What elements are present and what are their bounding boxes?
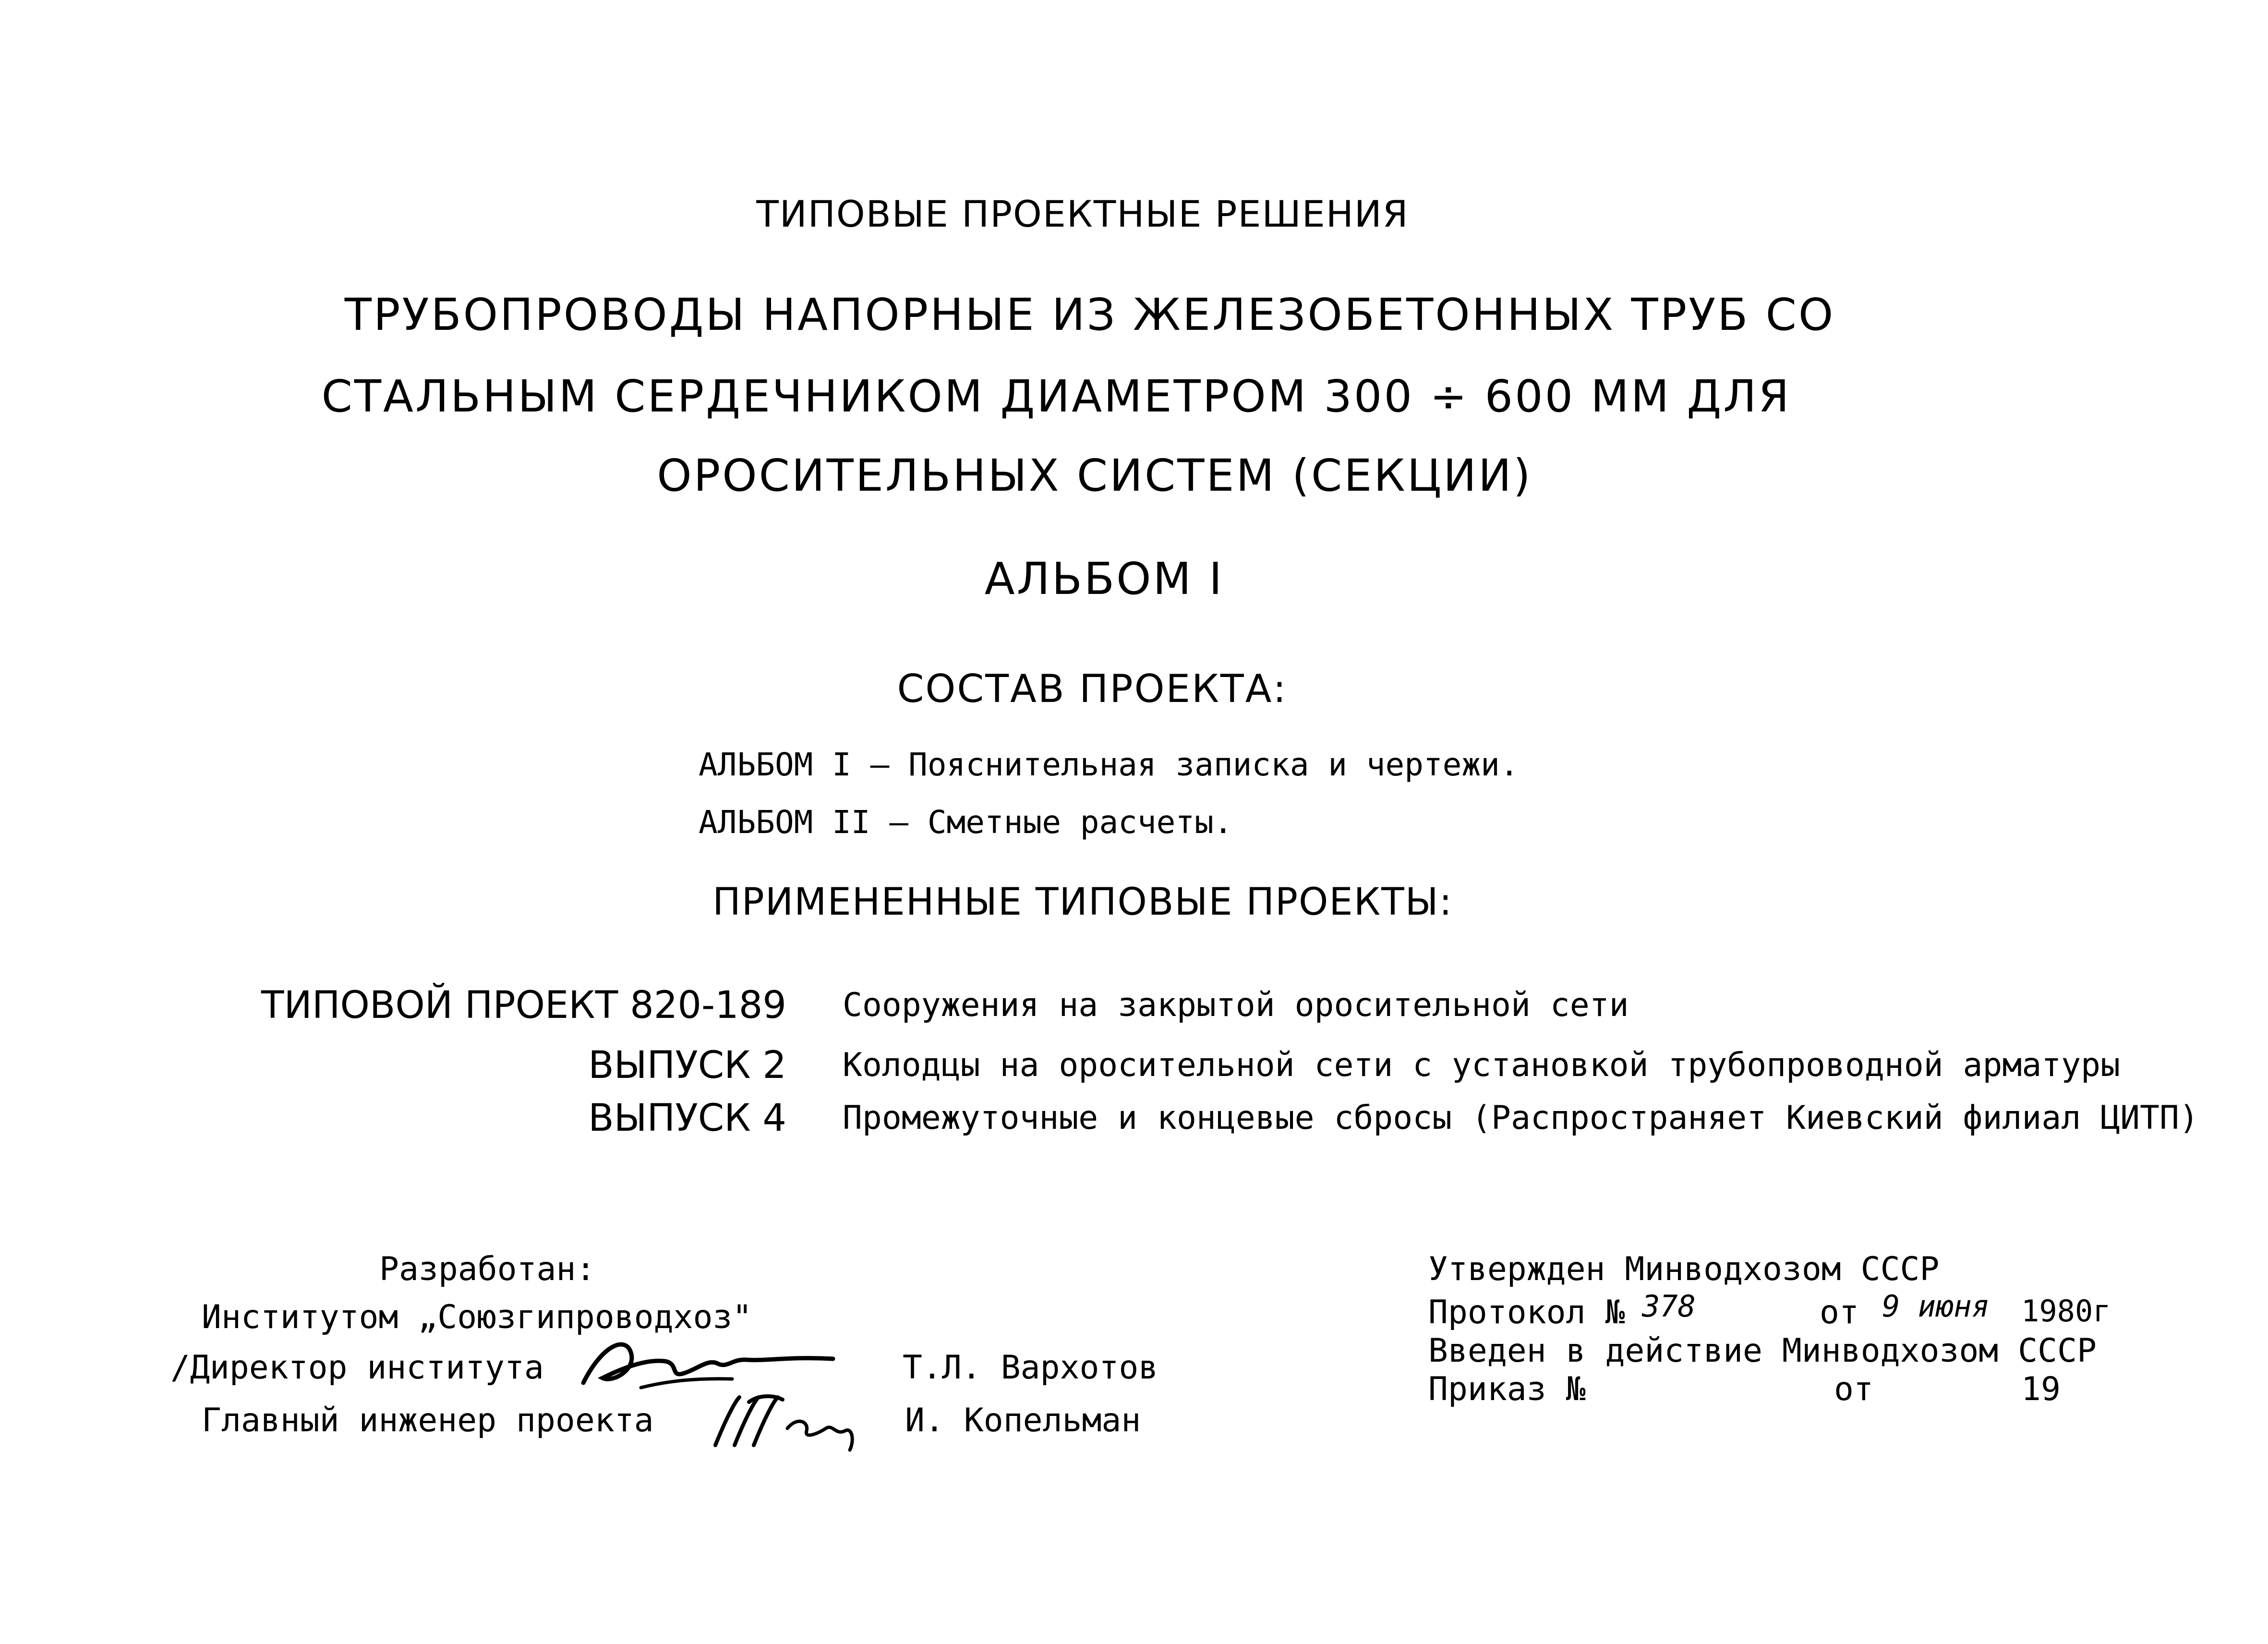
issue-2-label: ВЫПУСК 2 bbox=[588, 1044, 786, 1087]
developed-institute: Институтом „Союзгипроводхоз" bbox=[202, 1298, 752, 1336]
composition-heading: СОСТАВ ПРОЕКТА: bbox=[897, 666, 1288, 711]
document-title-line-3: ОРОСИТЕЛЬНЫХ СИСТЕМ (СЕКЦИИ) bbox=[657, 450, 1532, 501]
order-year: 19 bbox=[2021, 1370, 2061, 1408]
composition-item-album-1: АЛЬБОМ I – Пояснительная записка и чертежи. bbox=[699, 746, 1519, 783]
protocol-label: Протокол № bbox=[1428, 1293, 1625, 1331]
issue-4-text: Промежуточные и концевые сбросы (Распространяет Киевский филиал ЦИТП) bbox=[843, 1099, 2199, 1137]
chief-engineer-role: Главный инженер проекта bbox=[202, 1402, 654, 1439]
developed-heading: Разработан: bbox=[379, 1250, 596, 1288]
document-title-line-1: ТРУБОПРОВОДЫ НАПОРНЫЕ ИЗ ЖЕЛЕЗОБЕТОННЫХ ТРУБ СО bbox=[344, 289, 1835, 340]
document-title-line-2: СТАЛЬНЫМ СЕРДЕЧНИКОМ ДИАМЕТРОМ 300 ÷ 600 ММ ДЛЯ bbox=[321, 371, 1791, 422]
protocol-number: 378 bbox=[1642, 1289, 1696, 1324]
protocol-from: от bbox=[1820, 1293, 1859, 1331]
order-from: от bbox=[1834, 1370, 1873, 1408]
applied-project-text: Сооружения на закрытой оросительной сети bbox=[843, 986, 1629, 1024]
approved-line: Утвержден Минводхозом СССР bbox=[1428, 1250, 1940, 1288]
enacted-line: Введен в действие Минводхозом СССР bbox=[1428, 1332, 2097, 1370]
applied-projects-heading: ПРИМЕНЕННЫЕ ТИПОВЫЕ ПРОЕКТЫ: bbox=[712, 881, 1453, 924]
series-title: ТИПОВЫЕ ПРОЕКТНЫЕ РЕШЕНИЯ bbox=[756, 193, 1409, 235]
chief-engineer-name: И. Копельман bbox=[905, 1402, 1141, 1439]
director-role: /Директор института bbox=[170, 1349, 544, 1387]
order-label: Приказ № bbox=[1428, 1370, 1586, 1408]
album-title: АЛЬБОМ I bbox=[984, 553, 1224, 604]
issue-4-label: ВЫПУСК 4 bbox=[588, 1097, 786, 1140]
applied-project-label: ТИПОВОЙ ПРОЕКТ 820-189 bbox=[261, 984, 786, 1027]
composition-item-album-2: АЛЬБОМ II – Сметные расчеты. bbox=[699, 804, 1233, 841]
chief-engineer-signature bbox=[706, 1383, 869, 1455]
director-name: Т.Л. Вархотов bbox=[903, 1349, 1158, 1387]
issue-2-text: Колодцы на оросительной сети с установкой трубопроводной арматуры bbox=[843, 1046, 2121, 1084]
protocol-date: 9 июня bbox=[1882, 1289, 1990, 1324]
protocol-year: 1980г bbox=[2021, 1293, 2111, 1329]
